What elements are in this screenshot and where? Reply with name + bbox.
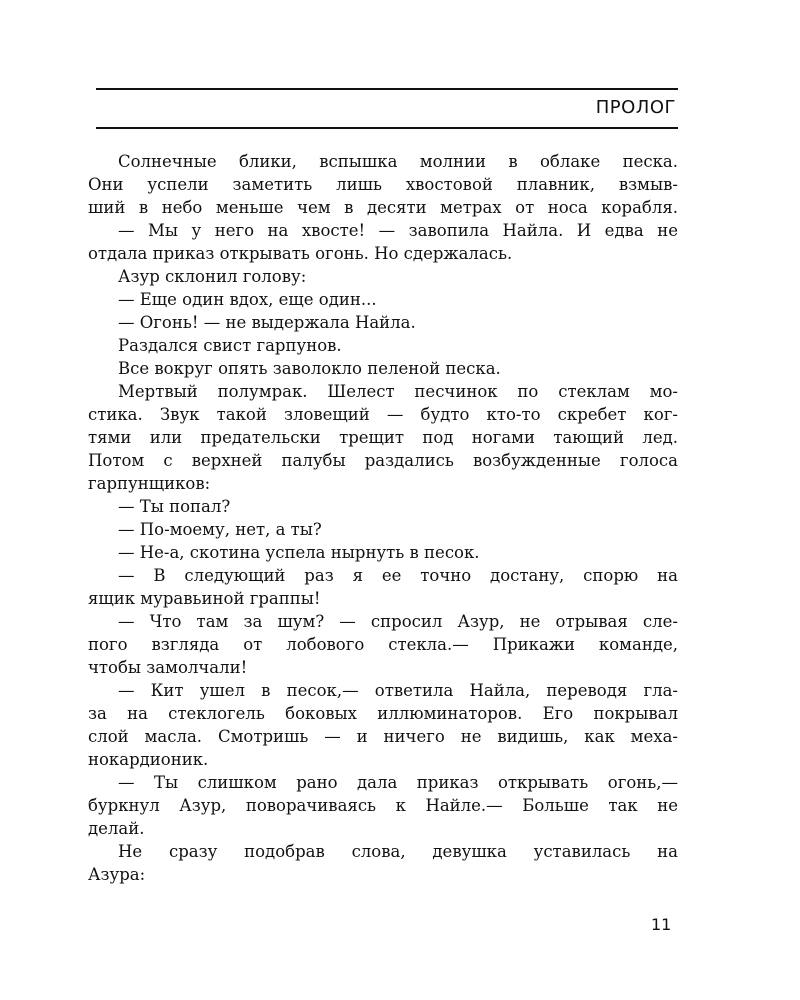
text-line: делай. (88, 819, 145, 838)
text-line: Мертвый полумрак. Шелест песчинок по стеклам мо- (118, 382, 678, 401)
text-line: Они успели заметить лишь хвостовой плавник, взмыв- (88, 175, 678, 194)
text-line: пого взгляда от лобового стекла.— Прикажи команде, (88, 635, 678, 654)
header-bottom-rule (96, 127, 678, 129)
text-line: Раздался свист гарпунов. (118, 336, 342, 355)
page-number: 11 (651, 915, 672, 934)
text-line: — Мы у него на хвосте! — завопила Найла. И едва не (118, 221, 678, 240)
header-top-rule (96, 88, 678, 90)
text-line: — Ты попал? (118, 497, 231, 516)
text-line: гарпунщиков: (88, 474, 211, 493)
text-line: слой масла. Смотришь — и ничего не видишь, как меха- (88, 727, 678, 746)
text-line: отдала приказ открывать огонь. Но сдержалась. (88, 244, 513, 263)
text-line: ший в небо меньше чем в десяти метрах от носа корабля. (88, 198, 678, 217)
text-line: буркнул Азур, поворачиваясь к Найле.— Больше так не (88, 796, 678, 815)
text-line: — Огонь! — не выдержала Найла. (118, 313, 416, 332)
text-line: Солнечные блики, вспышка молнии в облаке песка. (118, 152, 678, 171)
body-text (88, 150, 678, 886)
text-line: — Ты слишком рано дала приказ открывать огонь,— (118, 773, 678, 792)
text-line: — Не-а, скотина успела нырнуть в песок. (118, 543, 480, 562)
text-line: чтобы замолчали! (88, 658, 248, 677)
text-line: Все вокруг опять заволокло пеленой песка. (118, 359, 501, 378)
text-line: — Что там за шум? — спросил Азур, не отрывая сле- (118, 612, 678, 631)
text-line: — По-моему, нет, а ты? (118, 520, 322, 539)
text-line: нокардионик. (88, 750, 209, 769)
text-line: Потом с верхней палубы раздались возбужденные голоса (88, 451, 678, 470)
text-line: — Кит ушел в песок,— ответила Найла, переводя гла- (118, 681, 678, 700)
text-line: ящик муравьиной граппы! (88, 589, 321, 608)
text-line: тями или предательски трещит под ногами тающий лед. (88, 428, 678, 447)
text-line: за на стеклогель боковых иллюминаторов. Его покрывал (88, 704, 678, 723)
text-line: Азур склонил голову: (118, 267, 307, 286)
text-line: Не сразу подобрав слова, девушка уставилась на (118, 842, 678, 861)
text-line: — В следующий раз я ее точно достану, спорю на (118, 566, 678, 585)
text-line: стика. Звук такой зловещий — будто кто-то скребет ког- (88, 405, 678, 424)
text-line: — Еще один вдох, еще один... (118, 290, 377, 309)
chapter-title: ПРОЛОГ (595, 97, 676, 118)
text-line: Азура: (88, 865, 146, 884)
